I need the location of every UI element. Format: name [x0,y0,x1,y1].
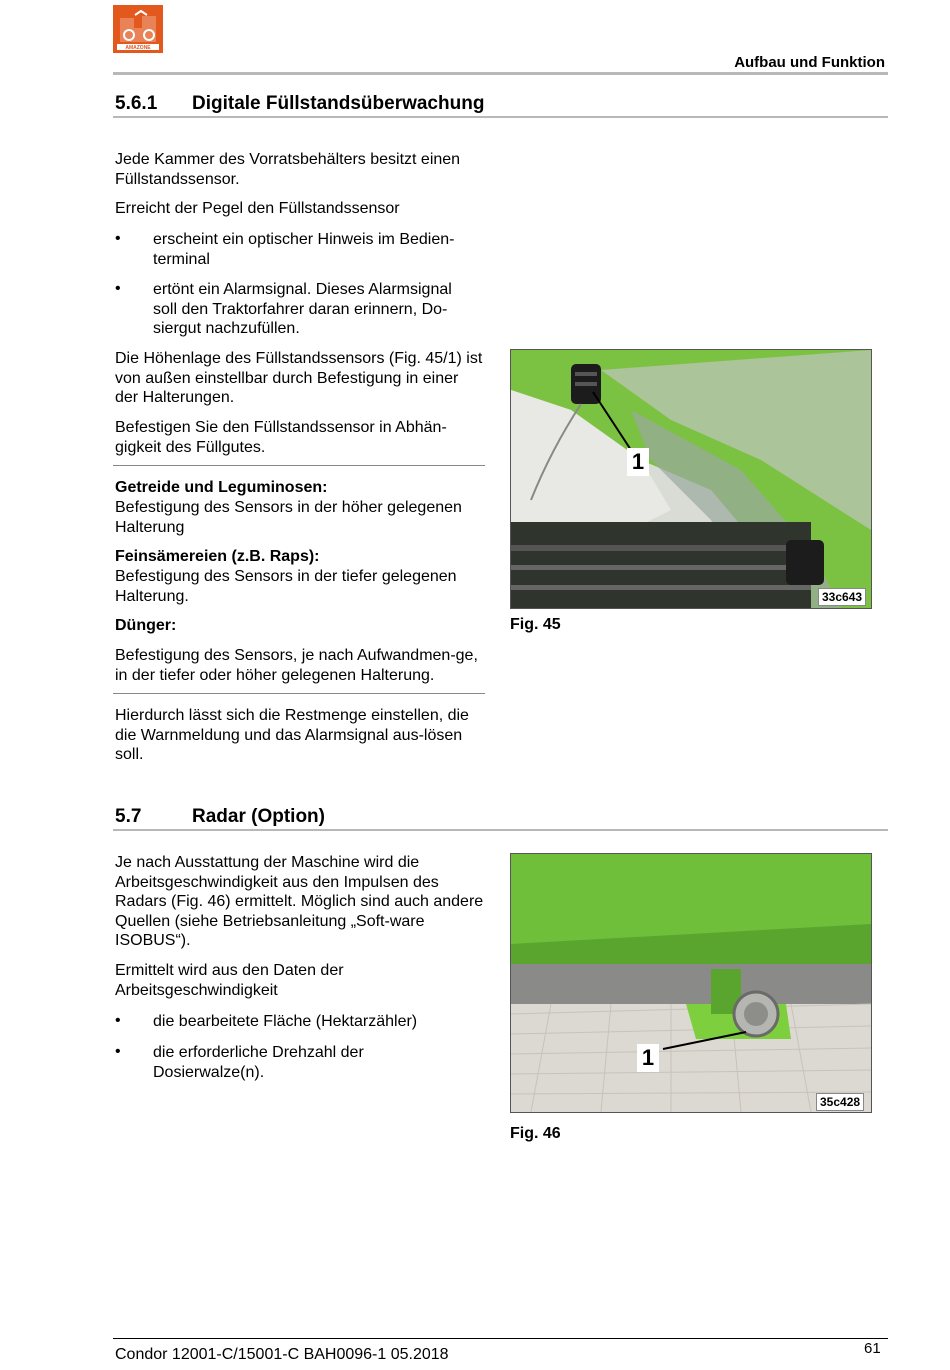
figure-callout: 1 [627,448,649,476]
figure-46-photo [510,853,872,1113]
bullet-icon: • [115,1043,121,1060]
paragraph: Befestigen Sie den Füllstandssensor in Abhän-gigkeit des Füllgutes. [115,419,447,456]
footer-divider [113,1338,888,1339]
figure-45-photo [510,349,872,609]
material-label: Dünger: [115,617,177,634]
svg-text:AMAZONE: AMAZONE [125,45,151,51]
material-text: Befestigung des Sensors, je nach Aufwandmen-ge, in der tiefer oder höher gelegenen Halterung. [115,647,478,684]
section-title: Digitale Füllstandsüberwachung [192,93,485,114]
list-item: die bearbeitete Fläche (Hektarzähler) [153,1013,418,1030]
section-divider [113,829,888,831]
bullet-icon: • [115,1012,121,1029]
header-title: Aufbau und Funktion [734,54,885,71]
section-divider [113,116,888,118]
bullet-icon: • [115,230,121,247]
paragraph: Die Höhenlage des Füllstandssensors (Fig. 45/1) ist von außen einstellbar durch Befestigung in einer der Halterungen. [115,350,483,407]
material-label: Getreide und Leguminosen: [115,479,328,496]
section-number: 5.7 [115,806,142,827]
paragraph: Jede Kammer des Vorratsbehälters besitzt einen Füllstandssensor. [115,151,461,188]
paragraph: Hierdurch lässt sich die Restmenge einstellen, die die Warnmeldung und das Alarmsignal aus-lösen soll. [115,707,469,764]
figure-caption: Fig. 46 [510,1125,561,1142]
list-item: die erforderliche Drehzahl der Dosierwalze(n). [153,1044,364,1081]
material-text: Befestigung des Sensors in der tiefer gelegenen Halterung. [115,568,457,605]
material-text: Befestigung des Sensors in der höher gelegenen Halterung [115,499,462,536]
footer-text: Condor 12001-C/15001-C BAH0096-1 05.2018 [115,1346,449,1363]
list-item: erscheint ein optischer Hinweis im Bedien-terminal [153,231,455,268]
figure-caption: Fig. 45 [510,616,561,633]
section-title: Radar (Option) [192,806,325,827]
paragraph: Je nach Ausstattung der Maschine wird die Arbeitsgeschwindigkeit aus den Impulsen des Radars (Fig. 46) ermittelt. Möglich sind auch andere Quellen (siehe Betriebsanleitung „Soft-ware ISOBUS“). [115,854,484,950]
header-divider [113,72,888,75]
paragraph: Erreicht der Pegel den Füllstandssensor [115,200,400,217]
image-code: 33c643 [818,588,866,606]
divider [113,465,485,466]
material-label: Feinsämereien (z.B. Raps): [115,548,320,565]
divider [113,693,485,694]
image-code: 35c428 [816,1093,864,1111]
bullet-icon: • [115,280,121,297]
section-number: 5.6.1 [115,93,158,114]
list-item: ertönt ein Alarmsignal. Dieses Alarmsignal soll den Traktorfahrer daran erinnern, Do-siergut nachzufüllen. [153,281,452,338]
page-number: 61 [864,1340,881,1357]
figure-callout: 1 [637,1044,659,1072]
amazone-logo [113,5,163,53]
paragraph: Ermittelt wird aus den Daten der Arbeitsgeschwindigkeit [115,962,344,999]
